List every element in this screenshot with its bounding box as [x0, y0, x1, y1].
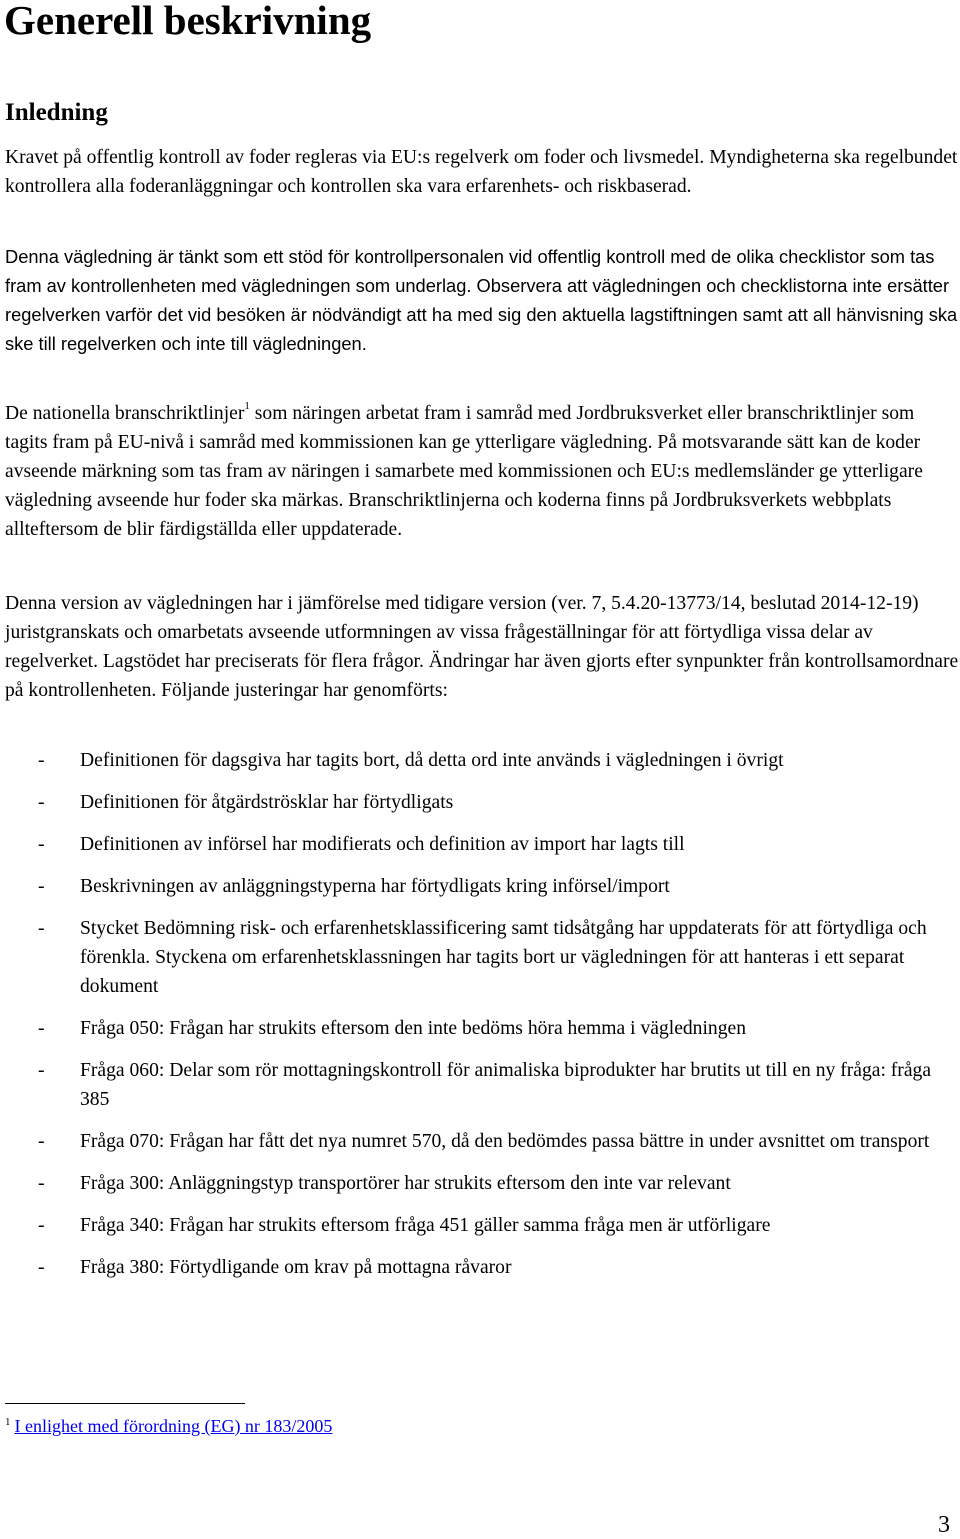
bullet-dash: - [38, 1257, 45, 1278]
list-item-text: Definitionen för åtgärdströsklar har förtydligats [80, 792, 454, 813]
list-item-text: Definitionen av införsel har modifierats och definition av import har lagts till [80, 834, 685, 855]
list-item [0, 914, 960, 1001]
list-item-text: Fråga 380: Förtydligande om krav på mottagna råvaror [80, 1257, 512, 1278]
page-number: 3 [938, 1512, 950, 1538]
section-heading: Inledning [5, 99, 108, 126]
bullet-dash: - [38, 750, 45, 771]
paragraph-guidance: Denna vägledning är tänkt som ett stöd för kontrollpersonalen vid offentlig kontroll med de olika checklistor som tas fram av kontrollenheten med vägledningen som underlag. Observera att vägledningen och checklistorna inte ersätter regelverken varför det vid besöken är nödvändigt att ha med sig den aktuella lagstiftningen samt att all hänvisning ska ske till regelverken och inte till vägledningen. [5, 246, 958, 354]
list-item [0, 788, 960, 817]
footnote-mark: 1 [5, 1416, 11, 1428]
bullet-dash: - [38, 1018, 45, 1039]
list-item-text: Fråga 050: Frågan har strukits eftersom den inte bedöms höra hemma i vägledningen [80, 1018, 747, 1039]
list-item-text: Fråga 070: Frågan har fått det nya numret 570, då den bedömdes passa bättre in under avsnittet om transport [80, 1131, 930, 1152]
page-title: Generell beskrivning [4, 0, 372, 43]
paragraph-industry-guidelines-start: De nationella branschriktlinjer [5, 403, 245, 424]
list-item [0, 1253, 960, 1282]
paragraph-industry-guidelines [5, 399, 960, 544]
list-item [0, 1169, 960, 1198]
paragraph-version-changes: Denna version av vägledningen har i jämförelse med tidigare version (ver. 7, 5.4.20-13773/14, beslutad 2014-12-19) juristgranskats och omarbetats avseende utformningen av vissa frågeställningar för att förtydliga vissa delar av regelverket. Lagstödet har preciserats för flera frågor. Ändringar har även gjorts efter synpunkter från kontrollsamordnare på kontrollenheten. Följande justeringar har genomförts: [5, 593, 959, 701]
list-item [0, 872, 960, 901]
bullet-dash: - [38, 918, 45, 939]
footnote-link[interactable]: I enlighet med förordning (EG) nr 183/2005 [14, 1416, 333, 1436]
bullet-dash: - [38, 834, 45, 855]
list-item [0, 1211, 960, 1240]
paragraph-intro: Kravet på offentlig kontroll av foder regleras via EU:s regelverk om foder och livsmedel. Myndigheterna ska regelbundet kontrollera alla foderanläggningar och kontrollen ska vara erfarenhets- och riskbaserad. [5, 147, 958, 197]
list-item-text: Fråga 060: Delar som rör mottagningskontroll för animaliska biprodukter har brutits ut till en ny fråga: fråga 385 [80, 1060, 932, 1110]
list-item-text: Definitionen för dagsgiva har tagits bort, då detta ord inte används i vägledningen i övrigt [80, 750, 784, 771]
bullet-dash: - [38, 1131, 45, 1152]
list-item [0, 1014, 960, 1043]
list-item-text: Fråga 300: Anläggningstyp transportörer har strukits eftersom den inte var relevant [80, 1173, 731, 1194]
footnote-divider [5, 1403, 245, 1404]
footnote-reference[interactable]: 1 [244, 400, 250, 413]
bullet-dash: - [38, 1215, 45, 1236]
list-item-text: Stycket Bedömning risk- och erfarenhetsklassificering samt tidsåtgång har uppdaterats för att förtydliga och förenkla. Styckena om erfarenhetsklassningen har tagits bort ur vägledningen för att hanteras i ett separat dokument [80, 918, 927, 997]
list-item-text: Fråga 340: Frågan har strukits eftersom fråga 451 gäller samma fråga men är utförligare [80, 1215, 771, 1236]
list-item [0, 1127, 960, 1156]
bullet-dash: - [38, 876, 45, 897]
changes-list [0, 746, 960, 1295]
bullet-dash: - [38, 1173, 45, 1194]
footnote [5, 1412, 332, 1440]
list-item [0, 830, 960, 859]
list-item [0, 1056, 960, 1114]
list-item-text: Beskrivningen av anläggningstyperna har förtydligats kring införsel/import [80, 876, 670, 897]
bullet-dash: - [38, 1060, 45, 1081]
paragraph-industry-guidelines-rest: som näringen arbetat fram i samråd med Jordbruksverket eller branschriktlinjer som tagits fram på EU-nivå i samråd med kommissionen kan ge ytterligare vägledning. På motsvarande sätt kan de koder avseende märkning som tas fram av näringen i samarbete med kommissionen och EU:s medlemsländer ge ytterligare vägledning avseende hur foder ska märkas. Branschriktlinjerna och koderna finns på Jordbruksverkets webbplats allteftersom de blir färdigställda eller uppdaterade. [5, 403, 923, 540]
list-item [0, 746, 960, 775]
bullet-dash: - [38, 792, 45, 813]
